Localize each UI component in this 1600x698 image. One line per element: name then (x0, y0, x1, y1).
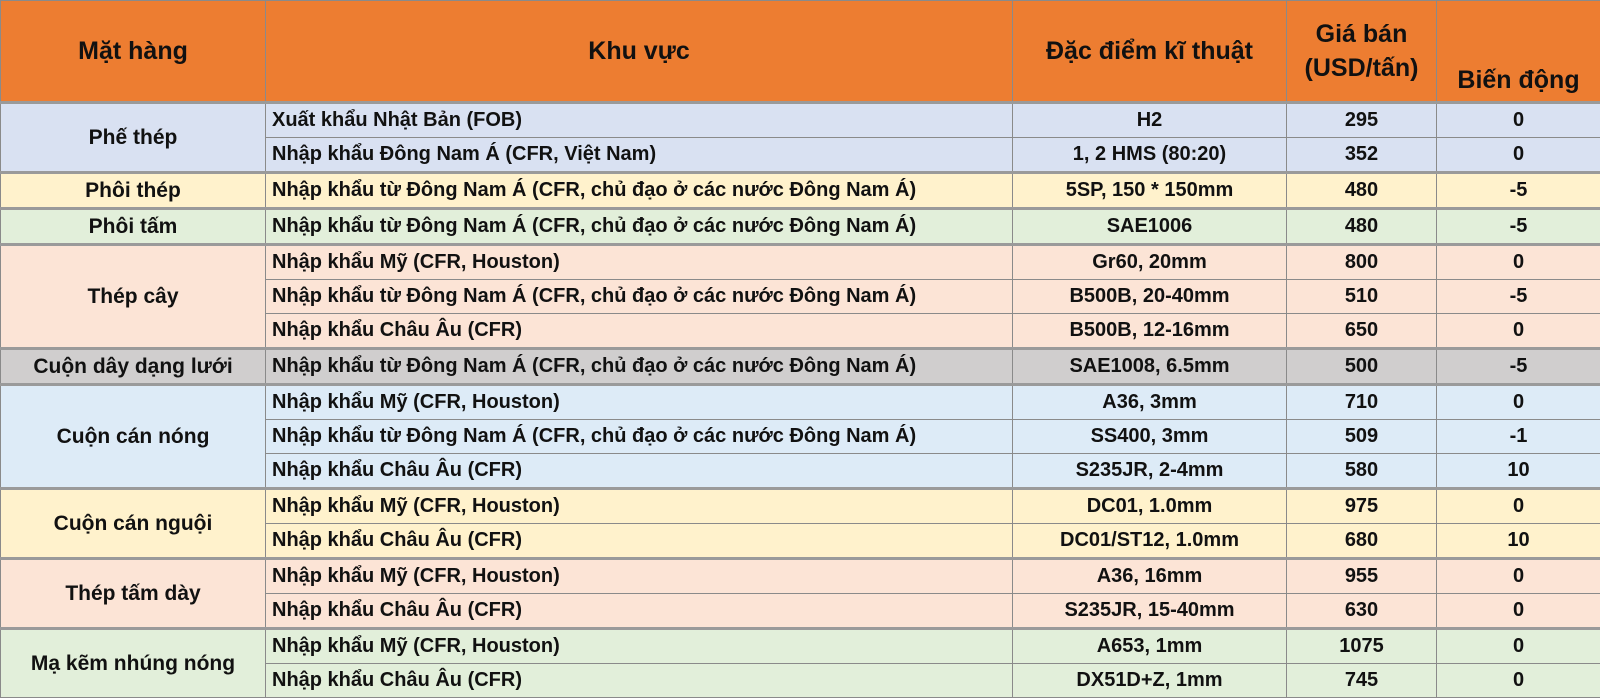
table-row (1, 559, 1600, 594)
price-cell: 800 (1287, 245, 1437, 280)
header-region: Khu vực (266, 1, 1013, 103)
change-cell: 0 (1437, 489, 1600, 524)
change-cell: -5 (1437, 280, 1600, 314)
change-cell: 0 (1437, 559, 1600, 594)
region-cell: Nhập khẩu Mỹ (CFR, Houston) (266, 629, 1013, 664)
price-cell: 745 (1287, 664, 1437, 698)
region-cell: Nhập khẩu Mỹ (CFR, Houston) (266, 489, 1013, 524)
region-cell: Nhập khẩu từ Đông Nam Á (CFR, chủ đạo ở các nước Đông Nam Á) (266, 173, 1013, 209)
region-cell: Nhập khẩu Châu Âu (CFR) (266, 454, 1013, 489)
change-cell: 0 (1437, 664, 1600, 698)
price-cell: 500 (1287, 349, 1437, 385)
region-cell: Nhập khẩu từ Đông Nam Á (CFR, chủ đạo ở các nước Đông Nam Á) (266, 420, 1013, 454)
spec-cell: DX51D+Z, 1mm (1013, 664, 1287, 698)
price-cell: 955 (1287, 559, 1437, 594)
price-cell: 680 (1287, 524, 1437, 559)
product-cell: Mạ kẽm nhúng nóng (1, 629, 266, 698)
price-cell: 295 (1287, 103, 1437, 138)
header-spec: Đặc điểm kĩ thuật (1013, 1, 1287, 103)
change-cell: -5 (1437, 173, 1600, 209)
table-row (1, 629, 1600, 664)
region-cell: Nhập khẩu từ Đông Nam Á (CFR, chủ đạo ở các nước Đông Nam Á) (266, 349, 1013, 385)
change-cell: -5 (1437, 209, 1600, 245)
change-cell: 0 (1437, 594, 1600, 629)
product-cell: Cuộn cán nóng (1, 385, 266, 489)
region-cell: Nhập khẩu Mỹ (CFR, Houston) (266, 385, 1013, 420)
product-cell: Cuộn cán nguội (1, 489, 266, 559)
region-cell: Nhập khẩu Châu Âu (CFR) (266, 664, 1013, 698)
header-product: Mặt hàng (1, 1, 266, 103)
header-price (1287, 1, 1437, 103)
header-row (1, 1, 1600, 103)
spec-cell: H2 (1013, 103, 1287, 138)
change-cell: 10 (1437, 524, 1600, 559)
spec-cell: A36, 3mm (1013, 385, 1287, 420)
region-cell: Nhập khẩu từ Đông Nam Á (CFR, chủ đạo ở các nước Đông Nam Á) (266, 280, 1013, 314)
price-cell: 630 (1287, 594, 1437, 629)
spec-cell: 1, 2 HMS (80:20) (1013, 138, 1287, 173)
product-cell: Phế thép (1, 103, 266, 173)
header-price-line2: (USD/tấn) (1305, 54, 1419, 82)
price-cell: 480 (1287, 173, 1437, 209)
spec-cell: SAE1008, 6.5mm (1013, 349, 1287, 385)
spec-cell: B500B, 12-16mm (1013, 314, 1287, 349)
table-row (1, 349, 1600, 385)
price-cell: 352 (1287, 138, 1437, 173)
change-cell: -5 (1437, 349, 1600, 385)
product-cell: Thép tấm dày (1, 559, 266, 629)
spec-cell: DC01, 1.0mm (1013, 489, 1287, 524)
table-row (1, 385, 1600, 420)
change-cell: 10 (1437, 454, 1600, 489)
region-cell: Nhập khẩu Mỹ (CFR, Houston) (266, 559, 1013, 594)
price-cell: 710 (1287, 385, 1437, 420)
header-price-line1: Giá bán (1316, 20, 1408, 48)
change-cell: 0 (1437, 629, 1600, 664)
price-cell: 510 (1287, 280, 1437, 314)
region-cell: Nhập khẩu Châu Âu (CFR) (266, 524, 1013, 559)
product-cell: Phôi tấm (1, 209, 266, 245)
spec-cell: 5SP, 150 * 150mm (1013, 173, 1287, 209)
table-row (1, 489, 1600, 524)
change-cell: 0 (1437, 385, 1600, 420)
price-cell: 975 (1287, 489, 1437, 524)
spec-cell: Gr60, 20mm (1013, 245, 1287, 280)
region-cell: Nhập khẩu Châu Âu (CFR) (266, 314, 1013, 349)
product-cell: Phôi thép (1, 173, 266, 209)
change-cell: 0 (1437, 138, 1600, 173)
region-cell: Nhập khẩu Mỹ (CFR, Houston) (266, 245, 1013, 280)
spec-cell: DC01/ST12, 1.0mm (1013, 524, 1287, 559)
spec-cell: SS400, 3mm (1013, 420, 1287, 454)
price-cell: 580 (1287, 454, 1437, 489)
table-row (1, 173, 1600, 209)
table-row (1, 209, 1600, 245)
price-cell: 480 (1287, 209, 1437, 245)
change-cell: 0 (1437, 245, 1600, 280)
table-row (1, 245, 1600, 280)
spec-cell: S235JR, 2-4mm (1013, 454, 1287, 489)
table-row (1, 103, 1600, 138)
spec-cell: A653, 1mm (1013, 629, 1287, 664)
spec-cell: B500B, 20-40mm (1013, 280, 1287, 314)
spec-cell: A36, 16mm (1013, 559, 1287, 594)
table-body (1, 103, 1600, 698)
region-cell: Nhập khẩu từ Đông Nam Á (CFR, chủ đạo ở các nước Đông Nam Á) (266, 209, 1013, 245)
product-cell: Cuộn dây dạng lưới (1, 349, 266, 385)
region-cell: Nhập khẩu Đông Nam Á (CFR, Việt Nam) (266, 138, 1013, 173)
change-cell: -1 (1437, 420, 1600, 454)
change-cell: 0 (1437, 103, 1600, 138)
spec-cell: SAE1006 (1013, 209, 1287, 245)
price-cell: 650 (1287, 314, 1437, 349)
region-cell: Xuất khẩu Nhật Bản (FOB) (266, 103, 1013, 138)
change-cell: 0 (1437, 314, 1600, 349)
price-cell: 1075 (1287, 629, 1437, 664)
product-cell: Thép cây (1, 245, 266, 349)
spec-cell: S235JR, 15-40mm (1013, 594, 1287, 629)
header-change: Biến động (1437, 1, 1600, 103)
price-cell: 509 (1287, 420, 1437, 454)
region-cell: Nhập khẩu Châu Âu (CFR) (266, 594, 1013, 629)
